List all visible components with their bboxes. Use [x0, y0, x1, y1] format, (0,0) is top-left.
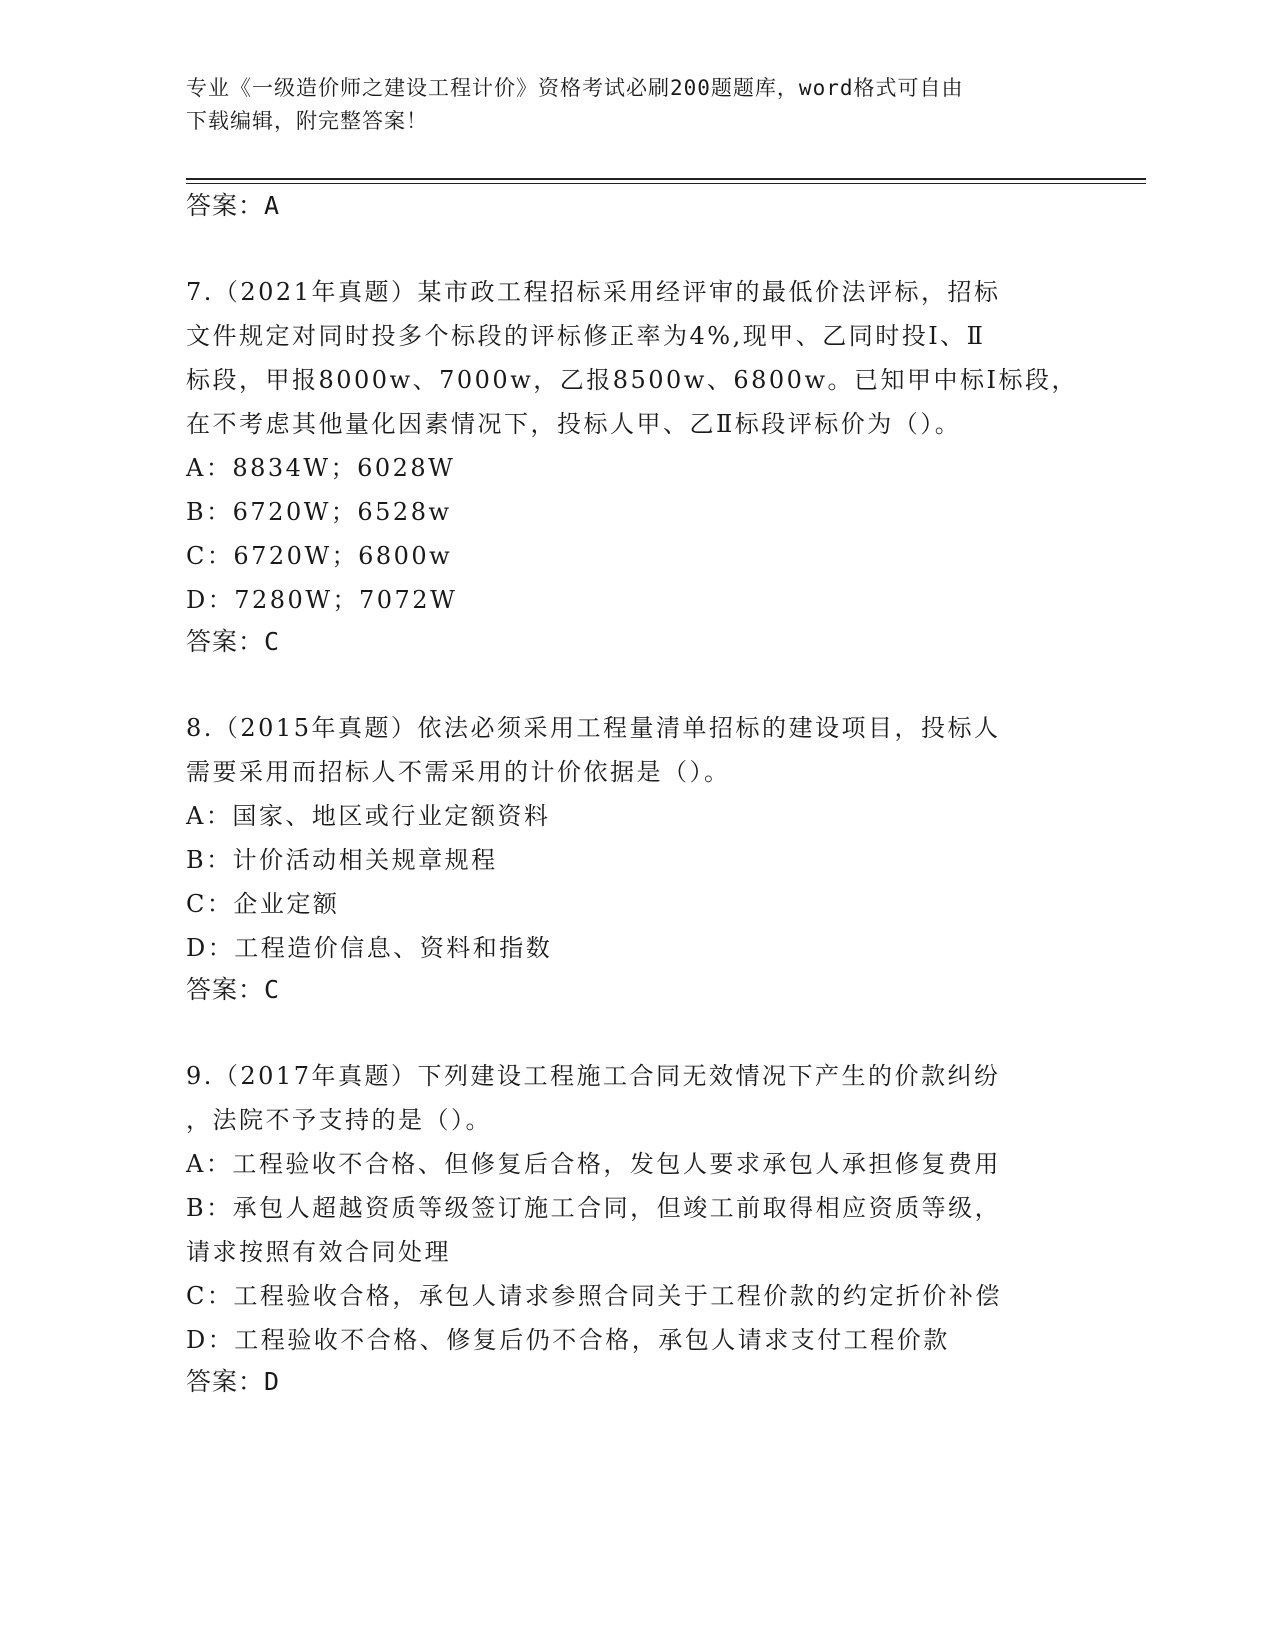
question-9-stem-line: 9.（2017年真题）下列建设工程施工合同无效情况下产生的价款纠纷 [186, 1062, 1001, 1090]
question-7-answer: 答案：C [186, 627, 281, 656]
question-9-option-d: D：工程验收不合格、修复后仍不合格，承包人请求支付工程价款 [186, 1326, 950, 1354]
header-rule [186, 183, 1146, 184]
header-line: 下载编辑，附完整答案！ [186, 109, 428, 133]
question-7-option-b: B：6720W；6528w [186, 498, 452, 526]
question-9-option-b: B：承包人超越资质等级签订施工合同，但竣工前取得相应资质等级， [186, 1194, 1002, 1222]
question-8-option-a: A：国家、地区或行业定额资料 [186, 802, 551, 830]
question-7-stem-line: 标段，甲报8000w、7000w，乙报8500w、6800w。已知甲中标Ⅰ标段， [186, 366, 1078, 394]
question-7-stem-line: 在不考虑其他量化因素情况下，投标人甲、乙Ⅱ标段评标价为（）。 [186, 410, 962, 438]
question-8-option-d: D：工程造价信息、资料和指数 [186, 934, 553, 962]
header-rule [186, 178, 1146, 180]
question-9-stem-line: ，法院不予支持的是（）。 [186, 1106, 492, 1134]
question-7-stem-line: 7.（2021年真题）某市政工程招标采用经评审的最低价法评标，招标 [186, 278, 1001, 306]
question-7-option-d: D：7280W；7072W [186, 586, 458, 614]
question-8-option-b: B：计价活动相关规章规程 [186, 846, 498, 874]
question-9-option-c: C：工程验收合格，承包人请求参照合同关于工程价款的约定折价补偿 [186, 1282, 1002, 1310]
question-7-option-c: C：6720W；6800w [186, 542, 453, 570]
question-8-option-c: C：企业定额 [186, 890, 340, 918]
question-9-answer: 答案：D [186, 1367, 281, 1396]
previous-answer: 答案：A [186, 191, 281, 220]
document-header [186, 72, 1066, 138]
question-9-option-a: A：工程验收不合格、但修复后合格，发包人要求承包人承担修复费用 [186, 1150, 1001, 1178]
question-8-stem-line: 8.（2015年真题）依法必须采用工程量清单招标的建设项目，投标人 [186, 714, 1001, 742]
question-7-option-a: A：8834W；6028W [186, 454, 456, 482]
question-9-option-b-continued: 请求按照有效合同处理 [186, 1238, 451, 1266]
header-line: 专业《一级造价师之建设工程计价》资格考试必刷200题题库，word格式可自由 [186, 76, 964, 100]
question-8-answer: 答案：C [186, 975, 281, 1004]
question-8-stem-line: 需要采用而招标人不需采用的计价依据是（）。 [186, 758, 731, 786]
question-7-stem-line: 文件规定对同时投多个标段的评标修正率为4%,现甲、乙同时投Ⅰ、Ⅱ [186, 322, 986, 350]
